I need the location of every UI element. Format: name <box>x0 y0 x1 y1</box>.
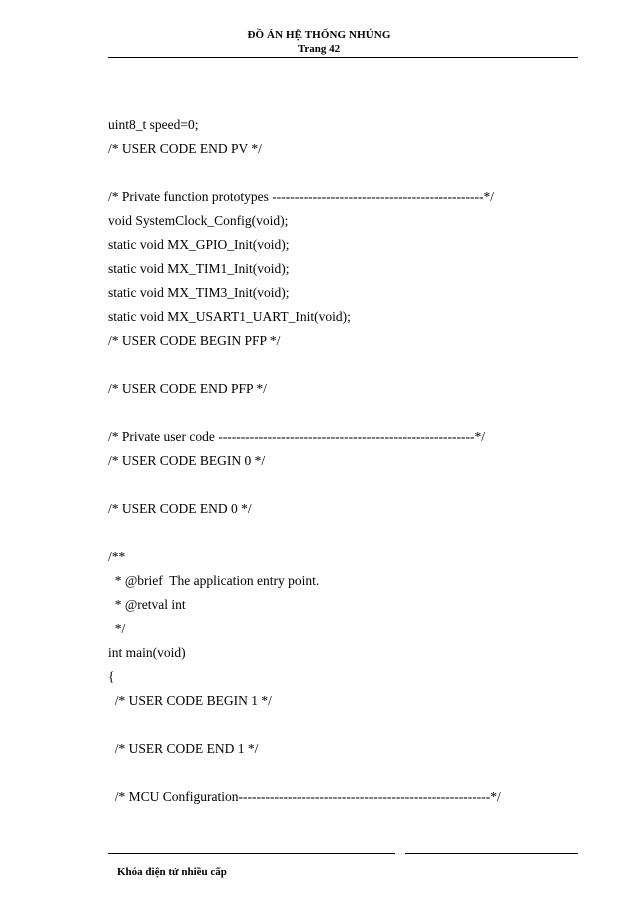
header-divider <box>108 57 578 58</box>
code-line: uint8_t speed=0; <box>108 117 199 132</box>
code-line: /* MCU Configuration--------------------------------------------------------*/ <box>108 789 501 804</box>
code-line: /** <box>108 549 126 564</box>
code-line: */ <box>108 621 126 636</box>
page-number: Trang 42 <box>297 43 341 55</box>
code-line: /* Private user code ---------------------------------------------------------*/ <box>108 429 485 444</box>
code-line: /* USER CODE END PFP */ <box>108 381 267 396</box>
document-title: ĐỒ ÁN HỆ THỐNG NHÚNG <box>247 29 391 41</box>
code-line: /* USER CODE BEGIN PFP */ <box>108 333 281 348</box>
footer-divider-right <box>405 853 578 854</box>
code-line: /* USER CODE BEGIN 0 */ <box>108 453 266 468</box>
code-line: { <box>108 669 115 684</box>
code-line: /* USER CODE END 1 */ <box>108 741 259 756</box>
code-line: static void MX_TIM3_Init(void); <box>108 285 290 300</box>
page-header <box>0 28 638 56</box>
code-line: static void MX_GPIO_Init(void); <box>108 237 290 252</box>
code-line: int main(void) <box>108 645 186 660</box>
code-line: * @retval int <box>108 597 186 612</box>
code-line: /* USER CODE END PV */ <box>108 141 262 156</box>
code-line: static void MX_USART1_UART_Init(void); <box>108 309 351 324</box>
code-line: /* USER CODE BEGIN 1 */ <box>108 693 272 708</box>
code-line: /* USER CODE END 0 */ <box>108 501 252 516</box>
code-line: * @brief The application entry point. <box>108 573 320 588</box>
footer-title: Khóa điện tử nhiều cấp <box>117 866 227 878</box>
code-line: static void MX_TIM1_Init(void); <box>108 261 290 276</box>
code-line: void SystemClock_Config(void); <box>108 213 289 228</box>
footer-divider-left <box>108 853 395 854</box>
code-line: /* Private function prototypes -----------------------------------------------*/ <box>108 189 495 204</box>
